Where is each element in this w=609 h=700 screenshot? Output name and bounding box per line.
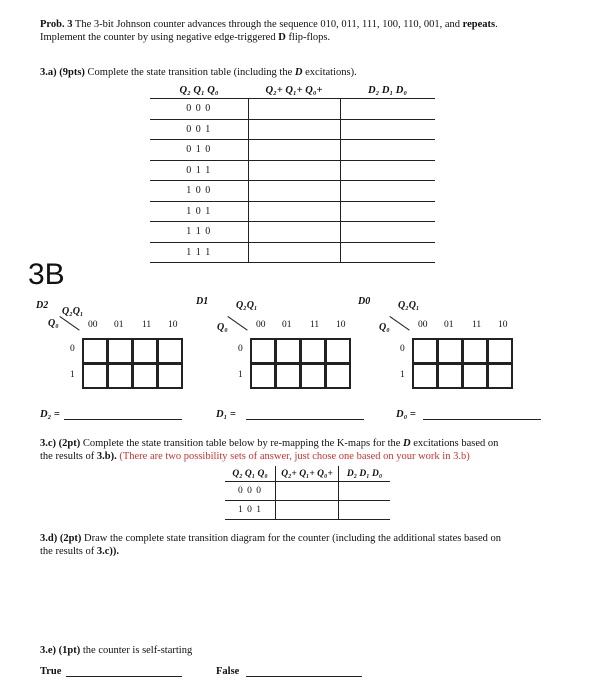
kmap-cell[interactable] [412,363,438,389]
part-d-line2: the results of 3.c)). [40,546,120,557]
next-state-cell[interactable] [248,242,340,263]
present-state: 1 0 1 [225,501,276,520]
kmap-col-label: 00 [418,320,428,330]
kmap-row-label: 1 [238,370,243,380]
kmap-d1 [196,296,360,396]
kmap-cell[interactable] [300,363,326,389]
kmap-cell[interactable] [250,338,276,364]
kmap-cell[interactable] [412,338,438,364]
kmap-col-label: 10 [168,320,178,330]
state-table-a [150,82,435,263]
kmap-cell[interactable] [487,363,513,389]
excitation-cell[interactable] [339,482,391,501]
kmap-cell[interactable] [157,363,183,389]
header-next: Q₂+ Q₁+ Q₀+ [276,466,339,482]
kmap-cell[interactable] [325,363,351,389]
equation-label-d0: D₀ = [396,409,416,420]
next-state-cell[interactable] [248,181,340,202]
kmap-row-label: 1 [400,370,405,380]
header-excitation: D₂ D₁ D₀ [339,466,391,482]
next-state-cell[interactable] [248,140,340,161]
kmap-col-label: 01 [444,320,454,330]
present-state: 1 1 0 [150,222,248,243]
next-state-cell[interactable] [248,201,340,222]
kmap-cell[interactable] [300,338,326,364]
kmap-function-label: D2 [36,300,49,311]
table-row [150,140,435,161]
table-row [150,222,435,243]
excitation-cell[interactable] [340,160,435,181]
next-state-cell[interactable] [276,501,339,520]
excitation-cell[interactable] [340,242,435,263]
kmap-col-label: 00 [256,320,266,330]
equation-label-d1: D₁ = [216,409,236,420]
next-state-cell[interactable] [248,222,340,243]
kmap-cell[interactable] [107,363,133,389]
header-excitation: D₂ D₁ D₀ [368,84,407,96]
false-label: False [216,666,240,677]
kmap-d0 [358,296,522,396]
kmap-row-var: Q₀ [48,318,59,329]
kmap-function-label: D0 [358,296,371,307]
kmap-col-label: 11 [142,320,152,330]
table-row [150,160,435,181]
table-row [150,99,435,120]
present-state: 0 0 0 [225,482,276,501]
kmap-cell[interactable] [82,363,108,389]
kmap-diagonal [227,316,247,331]
kmap-cell[interactable] [132,363,158,389]
equation-answer-field-d0[interactable] [423,419,541,420]
table-row [150,181,435,202]
kmap-row-label: 0 [70,344,75,354]
equation-label-d2: D₂ = [40,409,60,420]
kmap-cell[interactable] [82,338,108,364]
kmap-row-label: 1 [70,370,75,380]
header-present: Q₂ Q₁ Q₀ [232,468,268,479]
kmap-col-label: 10 [498,320,508,330]
excitation-cell[interactable] [340,140,435,161]
excitation-cell[interactable] [340,201,435,222]
kmap-cell[interactable] [437,363,463,389]
kmap-cell[interactable] [462,338,488,364]
next-state-cell[interactable] [248,99,340,120]
kmap-d2 [36,296,196,396]
table-row [150,242,435,263]
kmap-cell[interactable] [275,363,301,389]
kmap-col-label: 11 [472,320,482,330]
kmap-cell[interactable] [325,338,351,364]
false-answer-field[interactable] [246,676,362,677]
table-row [150,201,435,222]
header-present: Q₂ Q₁ Q₀ [179,84,219,96]
kmap-row-label: 0 [238,344,243,354]
kmap-cell[interactable] [275,338,301,364]
kmap-diagonal [59,316,79,331]
part-c-line2: the results of 3.b). (There are two possibility sets of answer, just chose one based on your work in 3.b) [40,451,470,462]
part-c-instruction: 3.c) (2pt) Complete the state transition table below by re-mapping the K-maps for the D excitations based on [40,438,499,449]
next-state-cell[interactable] [276,482,339,501]
kmap-row-var: Q₀ [379,322,390,333]
problem-statement-line2: Implement the counter by using negative edge-triggered D flip-flops. [40,32,331,43]
kmap-column-vars: Q₂Q₁ [398,300,420,311]
kmap-col-label: 00 [88,320,98,330]
kmap-col-label: 01 [114,320,124,330]
kmap-cell[interactable] [462,363,488,389]
kmap-col-label: 10 [336,320,346,330]
excitation-cell[interactable] [339,501,391,520]
equation-answer-field-d2[interactable] [64,419,182,420]
kmap-row-label: 0 [400,344,405,354]
excitation-cell[interactable] [340,99,435,120]
part-d-instruction: 3.d) (2pt) Draw the complete state transition diagram for the counter (including the additional states based on [40,533,502,544]
part-e-instruction: 3.e) (1pt) the counter is self-starting [40,645,193,656]
present-state: 0 1 1 [150,160,248,181]
kmap-cell[interactable] [107,338,133,364]
kmap-cell[interactable] [437,338,463,364]
state-table-c [225,466,390,520]
present-state: 0 1 0 [150,140,248,161]
table-row [225,501,390,520]
present-state: 0 0 1 [150,119,248,140]
kmap-diagonal [389,316,409,331]
kmap-col-label: 01 [282,320,292,330]
true-answer-field[interactable] [66,676,182,677]
kmap-col-label: 11 [310,320,320,330]
kmap-cell[interactable] [250,363,276,389]
excitation-cell[interactable] [340,119,435,140]
table-row [225,482,390,501]
excitation-cell[interactable] [340,222,435,243]
kmap-cell[interactable] [132,338,158,364]
kmap-row-var: Q₀ [217,322,228,333]
present-state: 1 0 1 [150,201,248,222]
excitation-cell[interactable] [340,181,435,202]
kmap-cell[interactable] [157,338,183,364]
header-next: Q₂+ Q₁+ Q₀+ [265,84,323,96]
true-label: True [40,666,62,677]
present-state: 1 1 1 [150,242,248,263]
kmap-cell[interactable] [487,338,513,364]
next-state-cell[interactable] [248,160,340,181]
kmap-column-vars: Q₂Q₁ [236,300,258,311]
present-state: 1 0 0 [150,181,248,202]
present-state: 0 0 0 [150,99,248,120]
part-a-instruction: 3.a) (9pts) Complete the state transition table (including the D excitations). [40,67,357,78]
handwritten-label: 3B [28,258,65,291]
next-state-cell[interactable] [248,119,340,140]
kmap-column-vars: Q₂Q₁ [62,306,84,317]
problem-statement: Prob. 3 The 3-bit Johnson counter advances through the sequence 010, 011, 111, 100, 110, 001, and repeats. [40,19,498,30]
table-row [150,119,435,140]
kmap-function-label: D1 [196,296,209,307]
equation-answer-field-d1[interactable] [246,419,364,420]
